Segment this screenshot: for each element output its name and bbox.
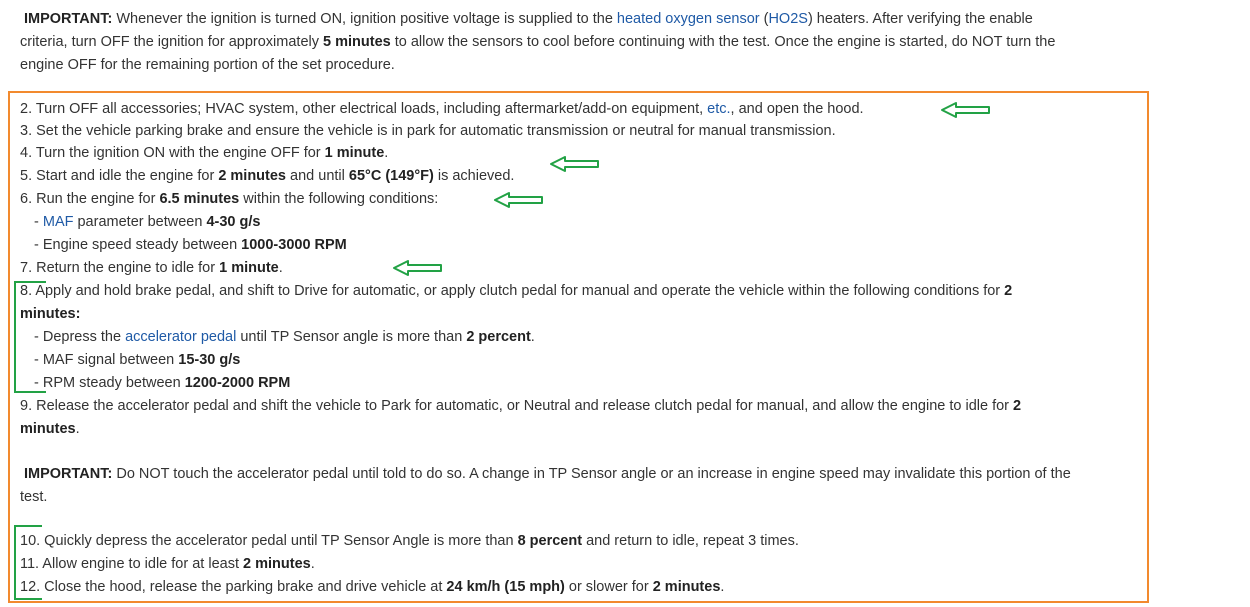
step-2: 2. Turn OFF all accessories; HVAC system, other electrical loads, including aftermarket/add-on equipment, etc., and open the hood. xyxy=(20,101,864,117)
step-6: 6. Run the engine for 6.5 minutes within the following conditions: xyxy=(20,191,439,207)
step-5: 5. Start and idle the engine for 2 minutes and until 65°C (149°F) is achieved. xyxy=(20,168,515,184)
step-10: 10. Quickly depress the accelerator pedal until TP Sensor Angle is more than 8 percent and return to idle, repeat 3 times. xyxy=(20,533,799,549)
step-9-line2: minutes. xyxy=(20,421,80,437)
step-8-condition-tp: - Depress the accelerator pedal until TP Sensor angle is more than 2 percent. xyxy=(34,329,535,345)
step-4: 4. Turn the ignition ON with the engine OFF for 1 minute. xyxy=(20,145,389,161)
arrow-step-2-icon xyxy=(940,101,992,119)
steps-10-12-bracket-marker xyxy=(14,525,42,600)
step-8-condition-maf: - MAF signal between 15-30 g/s xyxy=(34,352,241,368)
step-7: 7. Return the engine to idle for 1 minute. xyxy=(20,260,283,276)
step-8-condition-rpm: - RPM steady between 1200-2000 RPM xyxy=(34,375,291,391)
important-note-2: IMPORTANT: Do NOT touch the accelerator pedal until told to do so. A change in TP Sensor angle or an increase in engine speed may invalidate this portion of the xyxy=(24,466,1071,482)
arrow-step-5-icon xyxy=(549,155,601,173)
step-8: 8. Apply and hold brake pedal, and shift to Drive for automatic, or apply clutch pedal for manual and operate the vehicle within the following conditions for 2 xyxy=(20,283,1013,299)
step-9: 9. Release the accelerator pedal and shift the vehicle to Park for automatic, or Neutral and release clutch pedal for manual, and allow the engine to idle for 2 xyxy=(20,398,1022,414)
important-note-1: IMPORTANT: Whenever the ignition is turned ON, ignition positive voltage is supplied to the heated oxygen sensor (HO2S) heaters. After verifying the enable xyxy=(24,11,1033,27)
etc-link[interactable]: etc. xyxy=(707,101,731,117)
heated-oxygen-sensor-link[interactable]: heated oxygen sensor xyxy=(616,11,760,27)
arrow-step-7-icon xyxy=(392,259,444,277)
important-label-2: IMPORTANT: xyxy=(24,466,113,482)
step-3: 3. Set the vehicle parking brake and ensure the vehicle is in park for automatic transmission or neutral for manual transmission. xyxy=(20,123,836,139)
important-note-1-line2: criteria, turn OFF the ignition for approximately 5 minutes to allow the sensors to cool before continuing with the test. Once the engine is started, do NOT turn the xyxy=(20,34,1056,50)
accelerator-pedal-link[interactable]: accelerator pedal xyxy=(125,329,237,345)
maf-link[interactable]: MAF xyxy=(42,214,74,230)
arrow-step-6-icon xyxy=(493,191,545,209)
step-12: 12. Close the hood, release the parking brake and drive vehicle at 24 km/h (15 mph) or slower for 2 minutes. xyxy=(20,579,725,595)
important-label: IMPORTANT: xyxy=(24,11,113,27)
step-6-condition-maf: - MAF parameter between 4-30 g/s xyxy=(34,214,261,230)
step-8-bracket-marker xyxy=(14,281,46,393)
step-11: 11. Allow engine to idle for at least 2 minutes. xyxy=(20,556,315,572)
step-8-line2: minutes: xyxy=(20,306,81,322)
important-note-1-line3: engine OFF for the remaining portion of the set procedure. xyxy=(20,57,395,73)
step-6-condition-rpm: - Engine speed steady between 1000-3000 RPM xyxy=(34,237,347,253)
ho2s-link[interactable]: HO2S xyxy=(768,11,808,27)
important-note-2-line2: test. xyxy=(20,489,48,505)
